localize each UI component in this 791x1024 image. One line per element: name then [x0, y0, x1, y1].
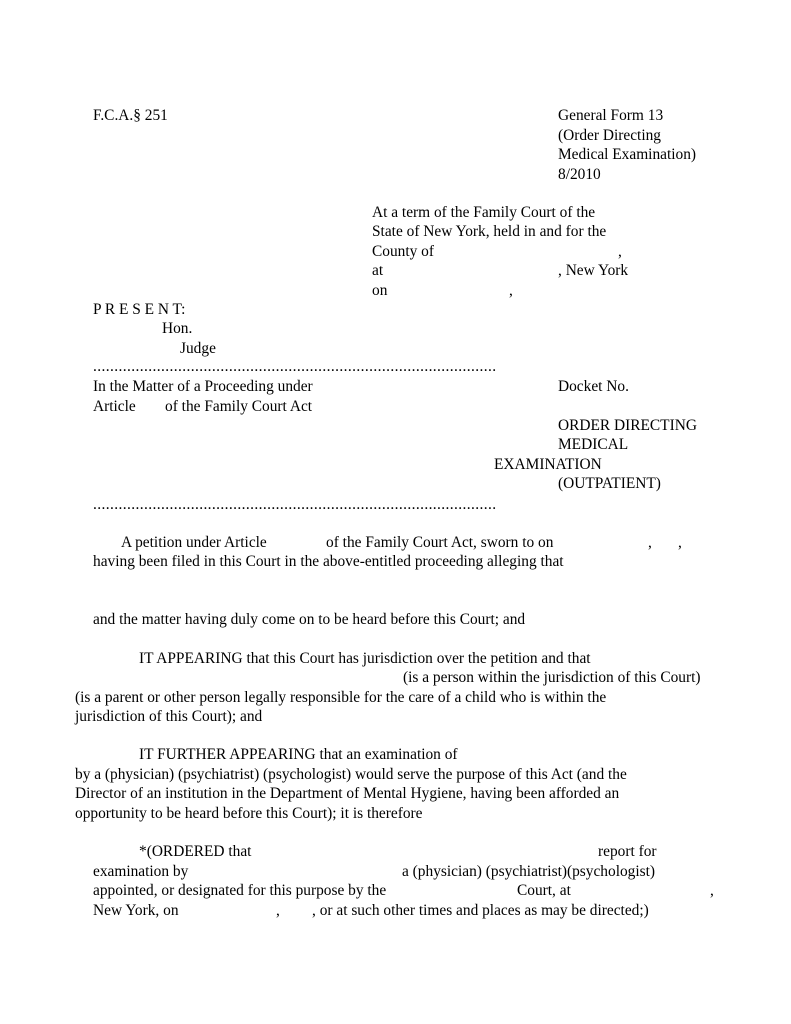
order-title-line: EXAMINATION	[494, 456, 602, 473]
matter-line-rest: of the Family Court Act	[165, 398, 313, 415]
caption-separator-bottom: ...............................................................................................	[93, 496, 497, 513]
ordered-text: examination by	[93, 863, 189, 880]
ordered-text: appointed, or designated for this purpose by the	[93, 882, 387, 899]
ordered-text: report for	[598, 843, 657, 860]
at-label: at	[372, 262, 384, 279]
judge-label: Judge	[180, 340, 216, 357]
petition-text: of the Family Court Act, sworn to on	[326, 534, 554, 551]
ordered-text: New York, on	[93, 902, 179, 919]
order-title-line: (OUTPATIENT)	[558, 475, 661, 492]
ordered-text: a (physician) (psychiatrist)(psychologist)	[402, 863, 656, 880]
form-date: 8/2010	[558, 166, 601, 183]
form-number: General Form 13	[558, 107, 664, 124]
county-comma: ,	[618, 243, 622, 260]
court-term-line: State of New York, held in and for the	[372, 223, 607, 240]
statute-reference: F.C.A.§ 251	[93, 107, 168, 124]
hon-label: Hon.	[162, 320, 193, 337]
further-appearing-text: opportunity to be heard before this Court); it is therefore	[75, 805, 423, 822]
ordered-comma: ,	[710, 882, 714, 899]
order-title-line: ORDER DIRECTING	[558, 417, 697, 434]
present-label: P R E S E N T:	[93, 301, 186, 318]
further-appearing-text: Director of an institution in the Department of Mental Hygiene, having been afforded an	[75, 785, 620, 802]
county-label: County of	[372, 243, 434, 260]
appearing-text: (is a parent or other person legally responsible for the care of a child who is within the	[75, 689, 607, 706]
ordered-text: Court, at	[517, 882, 571, 899]
petition-text: A petition under Article	[121, 534, 267, 551]
on-label: on	[372, 282, 388, 299]
caption-separator-top: ...............................................................................................	[93, 358, 497, 375]
petition-text: having been filed in this Court in the above-entitled proceeding alleging that	[93, 553, 564, 570]
article-label: Article	[93, 398, 136, 415]
new-york-label: , New York	[558, 262, 629, 279]
ordered-text: , or at such other times and places as may be directed;)	[312, 902, 649, 919]
form-title-line: (Order Directing	[558, 127, 661, 144]
on-comma: ,	[509, 282, 513, 299]
form-title-line: Medical Examination)	[558, 146, 697, 163]
docket-label: Docket No.	[558, 378, 629, 395]
petition-comma: ,	[678, 534, 682, 551]
ordered-comma: ,	[276, 902, 280, 919]
court-term-line: At a term of the Family Court of the	[372, 204, 596, 221]
appearing-text: jurisdiction of this Court); and	[75, 708, 263, 725]
order-title-line: MEDICAL	[558, 436, 629, 453]
appearing-text: IT APPEARING that this Court has jurisdiction over the petition and that	[139, 650, 591, 667]
matter-heard-text: and the matter having duly come on to be heard before this Court; and	[93, 611, 526, 628]
petition-comma: ,	[648, 534, 652, 551]
appearing-text: (is a person within the jurisdiction of this Court)	[403, 669, 701, 686]
further-appearing-text: IT FURTHER APPEARING that an examination of	[139, 746, 458, 763]
further-appearing-text: by a (physician) (psychiatrist) (psychologist) would serve the purpose of this Act (and the	[75, 766, 627, 783]
matter-line: In the Matter of a Proceeding under	[93, 378, 313, 395]
ordered-text: *(ORDERED that	[139, 843, 252, 860]
